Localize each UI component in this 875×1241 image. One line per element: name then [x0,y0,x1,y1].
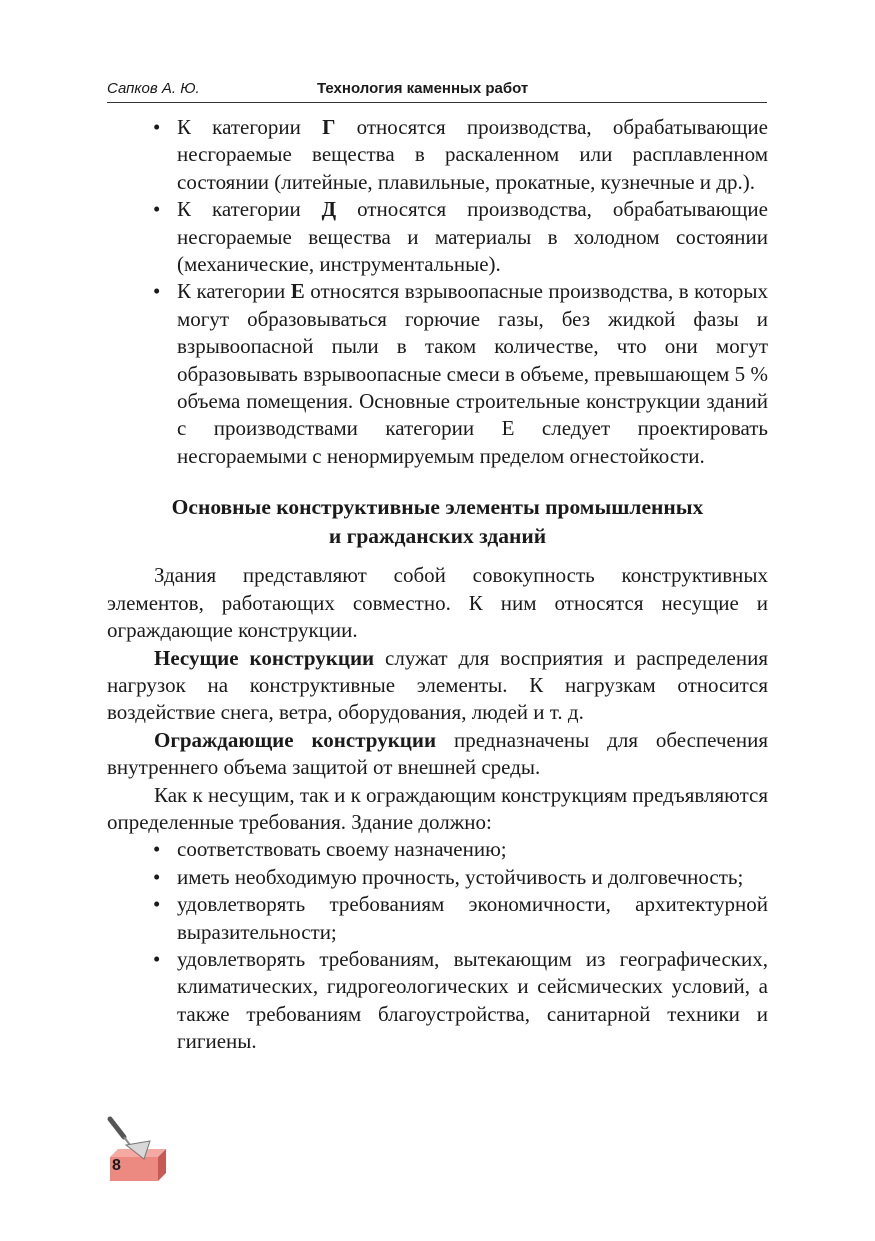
section-heading: Основные конструктивные элементы промышленных и гражданских зданий [171,495,704,549]
list-item: • удовлетворять требованиям, вытекающим из географических, климатических, гидрогеологических и сейсмических условий, а также требованиям благоустройства, санитарной техники и гигиены. [107,946,768,1056]
header-book-title: Технология каменных работ [317,80,529,97]
page-body [107,114,768,1056]
list-item: • иметь необходимую прочность, устойчивость и долговечность; [107,864,768,891]
list-item: • К категории Д относятся производства, обрабатывающие несгораемые вещества и материалы в холодном состоянии (механические, инструментальные). [107,196,768,278]
paragraph-intro: Здания представляют собой совокупность конструктивных элементов, работающих совместно. К ним относятся несущие и ограждающие конструкции. [107,563,768,643]
requirements-list [107,836,768,1055]
paragraph-load-bearing: Несущие конструкции служат для восприятия и распределения нагрузок на конструктивные элементы. К нагрузкам относится воздействие снега, ветра, оборудования, людей и т. д. [107,645,768,725]
list-item: • К категории Г относятся производства, обрабатывающие несгораемые вещества в раскаленном или расплавленном состоянии (литейные, плавильные, прокатные, кузнечные и др.). [107,114,768,196]
list-item: • соответствовать своему назначению; [107,836,768,863]
paragraph-requirements: Как к несущим, так и к ограждающим конструкциям предъявляются определенные требования. Здание должно: [107,782,768,834]
trowel-handle [110,1119,124,1137]
category-list [107,114,768,470]
list-item: • удовлетворять требованиям экономичности, архитектурной выразительности; [107,891,768,946]
page-number: 8 [112,1157,121,1174]
header-author: Сапков А. Ю. [107,80,200,97]
trowel-neck [124,1137,130,1145]
list-item: • К категории Е относятся взрывоопасные производства, в которых могут образовываться горючие газы, без жидкой фазы и взрывоопасной пыли в таком количестве, что они могут образовывать взрывоопасные смеси в объеме, превышающем 5 % объема помещения. Основные строительные конструкции зданий с производствами категории Е следует проектировать несгораемыми с ненормируемым пределом огнестойкости. [107,278,768,470]
paragraph-enclosing: Ограждающие конструкции предназначены для обеспечения внутреннего объема защитой от внешней среды. [107,727,768,780]
running-header [107,78,767,103]
